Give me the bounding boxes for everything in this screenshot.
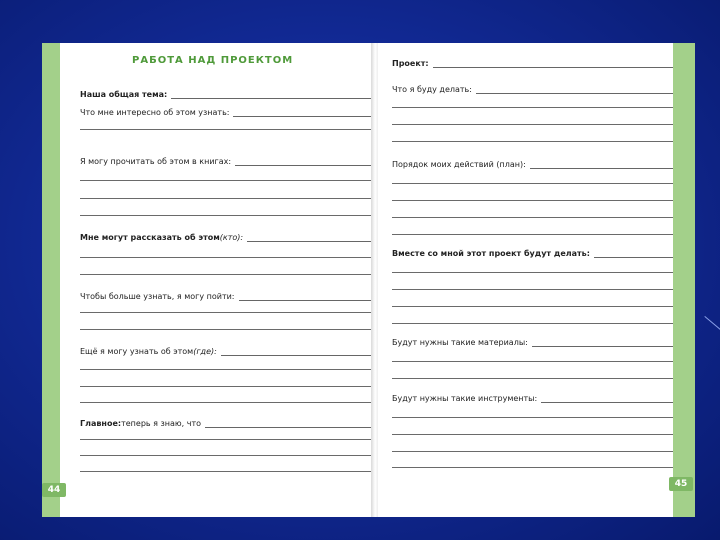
answer-line[interactable] [392,361,673,362]
page-number-right: 45 [669,477,693,491]
project-label: Проект: [392,59,429,68]
question-label: Ещё я могу узнать об этом [80,347,194,356]
question-label: Вместе со мной этот проект будут делать: [392,249,590,258]
question-label: Порядок моих действий (план): [392,160,526,169]
answer-line[interactable] [392,289,673,290]
question-materials[interactable] [392,335,673,347]
question-where-else[interactable] [80,344,371,356]
question-tools[interactable] [392,391,673,403]
answer-line [233,107,371,117]
answer-line[interactable] [80,402,371,403]
answer-line [541,393,673,403]
answer-line[interactable] [392,234,673,235]
topic-line [171,89,371,99]
answer-line[interactable] [392,124,673,125]
answer-line[interactable] [392,451,673,452]
answer-line[interactable] [80,312,371,313]
question-label: Будут нужны такие инструменты: [392,394,538,403]
question-what-i-will-do[interactable] [392,82,673,94]
answer-line[interactable] [80,439,371,440]
answer-line [532,337,673,347]
answer-line[interactable] [80,129,371,130]
question-plan[interactable] [392,157,673,169]
answer-line[interactable] [392,323,673,324]
topic-field[interactable] [80,87,371,99]
decorative-stroke [704,316,720,331]
question-collaborators[interactable] [392,246,673,258]
answer-line [221,346,371,356]
answer-line [530,159,673,169]
book-gutter [371,43,378,517]
question-label: Я могу прочитать об этом в книгах: [80,157,232,166]
answer-line[interactable] [80,180,371,181]
answer-line[interactable] [392,434,673,435]
question-where-to-go[interactable] [80,289,371,301]
answer-line [476,84,673,94]
answer-line[interactable] [392,141,673,142]
left-page [60,43,371,517]
page-number-left: 44 [42,483,66,497]
answer-line[interactable] [392,217,673,218]
answer-line [594,248,673,258]
question-label: Что я буду делать: [392,85,472,94]
question-label: Чтобы больше узнать, я могу пойти: [80,292,235,301]
answer-line[interactable] [392,183,673,184]
answer-line [205,418,371,428]
answer-line [247,232,371,242]
answer-line[interactable] [392,200,673,201]
answer-line[interactable] [80,455,371,456]
question-label: Что мне интересно об этом узнать: [80,108,230,117]
project-field[interactable] [392,56,673,68]
question-label: теперь я знаю, что [121,419,201,428]
answer-line[interactable] [80,198,371,199]
question-label: Будут нужны такие материалы: [392,338,528,347]
answer-line[interactable] [80,369,371,370]
question-label-bold: Главное: [80,419,122,428]
answer-line[interactable] [392,272,673,273]
answer-line[interactable] [80,386,371,387]
topic-label: Наша общая тема: [80,90,168,99]
answer-line[interactable] [80,257,371,258]
answer-line [239,291,372,301]
question-main-conclusion[interactable] [80,416,371,428]
answer-line [235,156,371,166]
answer-line[interactable] [80,215,371,216]
workbook-spread [42,43,695,517]
answer-line[interactable] [80,274,371,275]
right-page [378,43,673,517]
answer-line[interactable] [392,378,673,379]
question-what-to-learn[interactable] [80,105,371,117]
question-who-can-tell[interactable] [80,230,371,242]
answer-line[interactable] [392,107,673,108]
question-label: Мне могут рассказать об этом [80,233,220,242]
answer-line [433,58,673,68]
answer-line[interactable] [80,471,371,472]
answer-line[interactable] [392,417,673,418]
question-label-italic: (где): [193,347,217,356]
question-label-italic: (кто): [219,233,244,242]
page-title: РАБОТА НАД ПРОЕКТОМ [132,55,294,66]
answer-line[interactable] [392,306,673,307]
question-books[interactable] [80,154,371,166]
answer-line[interactable] [392,467,673,468]
answer-line[interactable] [80,329,371,330]
